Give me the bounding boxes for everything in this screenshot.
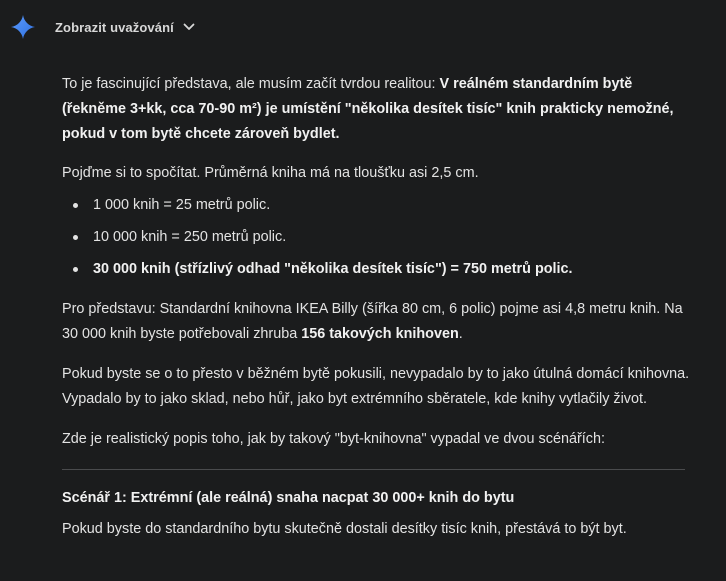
section-heading bbox=[62, 486, 692, 511]
show-thinking-toggle[interactable] bbox=[55, 17, 195, 37]
list-item bbox=[62, 193, 692, 225]
ikea-paragraph bbox=[62, 297, 692, 347]
calculation-list bbox=[62, 193, 692, 289]
section-heading-text: Scénář 1: Extrémní (ale reálná) snaha nacpat 30 000+ knih do bytu bbox=[62, 490, 515, 506]
scenarios-intro-paragraph: Zde je realistický popis toho, jak by takový "byt-knihovna" vypadal ve dvou scénářích: bbox=[62, 431, 605, 447]
bullet-dot bbox=[73, 267, 78, 272]
bullet-dot bbox=[73, 203, 78, 208]
list-item-text: 30 000 knih (střízlivý odhad "několika desítek tisíc") = 750 metrů polic. bbox=[93, 261, 573, 277]
divider bbox=[62, 469, 685, 470]
warehouse-paragraph: Pokud byste se o to přesto v běžném bytě pokusili, nevypadalo by to jako útulná domácí knihovna. Vypadalo by to jako sklad, nebo hůř, jako byt extrémního sběratele, kde knihy vytlačily život. bbox=[62, 366, 690, 407]
list-item-text: 1 000 knih = 25 metrů polic. bbox=[93, 197, 271, 213]
intro-text: To je fascinující představa, ale musím začít tvrdou realitou: bbox=[62, 76, 440, 92]
response-header bbox=[0, 0, 726, 52]
chevron-down-icon bbox=[183, 23, 195, 31]
scenario-paragraph: Pokud byste do standardního bytu skutečně dostali desítky tisíc knih, přestává to být byt. bbox=[62, 521, 627, 537]
ikea-bold-text: 156 takových knihoven bbox=[301, 326, 459, 342]
list-item-text: 10 000 knih = 250 metrů polic. bbox=[93, 229, 287, 245]
intro-paragraph bbox=[62, 72, 692, 147]
ikea-text-end: . bbox=[458, 326, 463, 342]
list-item bbox=[62, 257, 692, 289]
show-thinking-label: Zobrazit uvažování bbox=[55, 19, 174, 35]
gemini-spark-icon bbox=[11, 15, 35, 39]
response-content bbox=[62, 72, 692, 542]
list-item bbox=[62, 225, 692, 257]
bullet-dot bbox=[73, 235, 78, 240]
ikea-text: Pro představu: Standardní knihovna IKEA Billy (šířka 80 cm, 6 polic) pojme asi 4,8 metru knih. Na 30 000 knih byste potřebovali zhruba bbox=[62, 301, 683, 342]
intro-bold-text: V reálném standardním bytě (řekněme 3+kk, cca 70-90 m²) je umístění "několika desítek tisíc" knih prakticky nemožné, pokud v tom bytě chcete zároveň bydlet. bbox=[62, 76, 674, 142]
calculation-paragraph: Pojďme si to spočítat. Průměrná kniha má na tloušťku asi 2,5 cm. bbox=[62, 165, 479, 181]
